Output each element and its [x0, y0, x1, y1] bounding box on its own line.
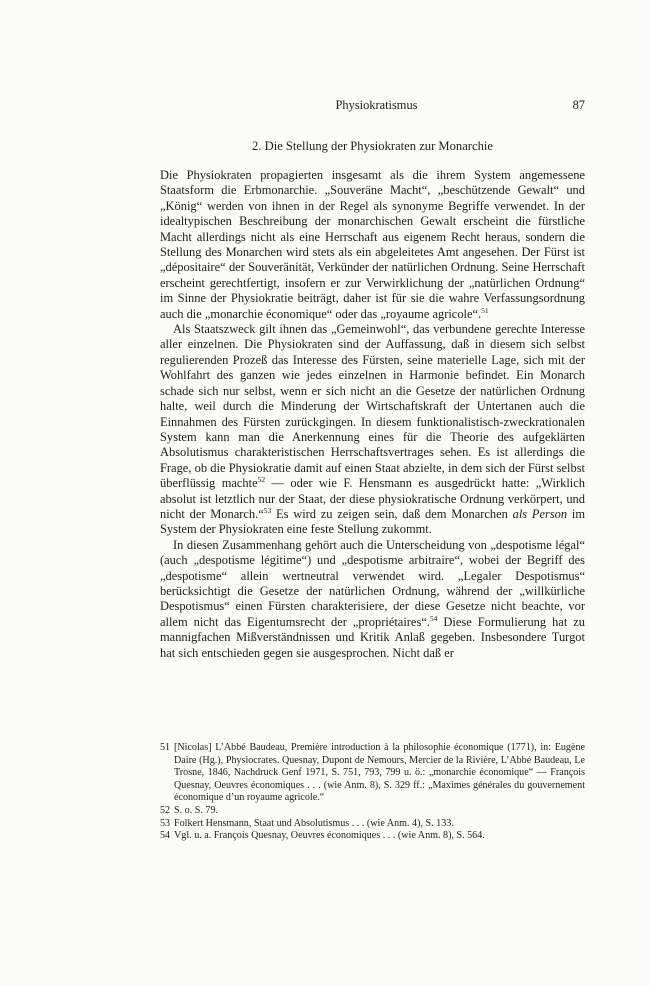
footnote-ref-53: 53: [263, 505, 272, 515]
footnote-number: 53: [160, 817, 171, 829]
footnote-number: 51: [160, 742, 171, 753]
footnote-number: 52: [160, 804, 171, 816]
paragraph-text: im System der Physiokraten eine feste Stellung zukommt.: [160, 506, 585, 537]
footnote-text: [Nicolas] L’Abbé Baudeau, Première introduction à la philosophie économique (1771), in: Eugène Daire (Hg.), Physiocrates. Quesnay, Dupont de Nemours, Mercier de la Rivière, L’Abbé Baudeau, Le Trosne, 1846, Nachdruck Genf 1971, S. 751, 793, 799 u. ö.: „monarchie économique“ — François Quesnay, Oeuvres économiques . . . (wie Anm. 8), S. 329 ff.: „Maximes générales du gouvernement économique d’un royaume agricole.“: [174, 742, 585, 804]
footnote-number: 54: [160, 830, 171, 842]
paragraph-text: In diesen Zusammenhang gehört auch die Unterscheidung von „despotisme légal“ (auch „despotisme légitime“) und „despotisme arbitraire“, wobei der Begriff des „despotisme“ allein wertneutral verwendet wird. „Legaler Despotismus“ berücksichtigt die Gesetze der natürlichen Ordnung, während der „willkürliche Despotismus“ einen Fürsten charakterisiere, der diese Gesetze nicht beachte, vor allem nicht das Eigentumsrecht der „propriétaires“.: [160, 537, 585, 629]
emphasis-text: als Person: [512, 506, 568, 521]
section-heading: 2. Die Stellung der Physiokraten zur Monarchie: [252, 139, 493, 153]
paragraph-1: [160, 168, 585, 322]
paragraph-3: [160, 538, 585, 661]
footnote-text: S. o. S. 79.: [174, 804, 219, 816]
paragraph-text: — oder wie F. Hensmann es ausgedrückt hatte: „Wirklich absolut ist letztlich nur der Staat, der diese physiokratische Ordnung verkörpert, und nicht der Monarch.“: [160, 476, 585, 521]
paragraph-text: Diese Formulierung hat zu mannigfachen Mißverständnissen und Kritik Anlaß gegeben. Insbesondere Turgot hat sich entschieden gegen sie ausgesprochen. Nicht daß er: [160, 614, 585, 660]
footnote-ref-51: 51: [481, 305, 489, 315]
footnote-54: [160, 830, 585, 843]
page-number: 87: [572, 98, 585, 112]
running-head: [160, 98, 585, 114]
footnote-ref-52: 52: [257, 474, 266, 484]
paragraph-text: Als Staatszweck gilt ihnen das „Gemeinwohl“, das verbundene gerechte Interesse aller einzelnen. Die Physiokraten sind der Auffassung, daß in diesem sich selbst regulierenden Prozeß das Interesse des Fürsten, seine materielle Lage, sich mit der Wohlfahrt des ganzen wie jedes einzelnen in Harmonie befindet. Ein Monarch schade sich nur selbst, wenn er sich nicht an die Gesetze der natürlichen Ordnung halte, weil durch die Minderung der Wirtschaftskraft der Untertanen auch die Einnahmen des Fürsten zurückgingen. In diesem funktionalistisch-zweckrationalen System kann man die Anerkennung eines für die Theorie des aufgeklärten Absolutismus charakteristischen Herrschaftsvertrages sehen. Es ist allerdings die Frage, ob die Physiokratie damit auf einen Staat abzielte, in dem sich der Fürst selbst überflüssig machte: [160, 322, 585, 491]
footnotes: [160, 742, 585, 843]
paragraph-text: Die Physiokraten propagierten insgesamt als die ihrem System angemessene Staatsform die Erbmonarchie. „Souveräne Macht“, „beschützende Gewalt“ und „König“ werden von ihnen in der Regel als synonyme Begriffe verwendet. In der idealtypischen Beschreibung der monarchischen Gewalt erscheint die fürstliche Macht allerdings nicht als eine Herrschaft aus eigenem Recht heraus, sondern die Stellung des Monarchen wird stets als ein abgeleitetes Amt angesehen. Der Fürst ist „dépositaire“ der Souveränität, Verkünder der natürlichen Ordnung. Seine Herrschaft erscheint gerechtfertigt, insofern er zur Verwirklichung der „natürlichen Ordnung“ im Sinne der Physiokratie beiträgt, daher ist für sie die wahre Verfassungsordnung auch die „monarchie économique“ oder das „royaume agricole“.: [160, 168, 585, 321]
running-title: Physiokratismus: [335, 98, 418, 112]
paragraph-2: [160, 322, 585, 538]
footnote-53: [160, 818, 585, 831]
footnote-text: Folkert Hensmann, Staat und Absolutismus . . . (wie Anm. 4), S. 133.: [174, 817, 454, 829]
footnote-text: Vgl. u. a. François Quesnay, Oeuvres économiques . . . (wie Anm. 8), S. 564.: [174, 830, 485, 842]
body-text: [160, 168, 585, 661]
footnote-51: [160, 742, 585, 805]
paragraph-text: Es wird zu zeigen sein, daß dem Monarchen: [271, 506, 513, 521]
footnote-52: [160, 805, 585, 818]
footnote-ref-54: 54: [429, 613, 438, 623]
